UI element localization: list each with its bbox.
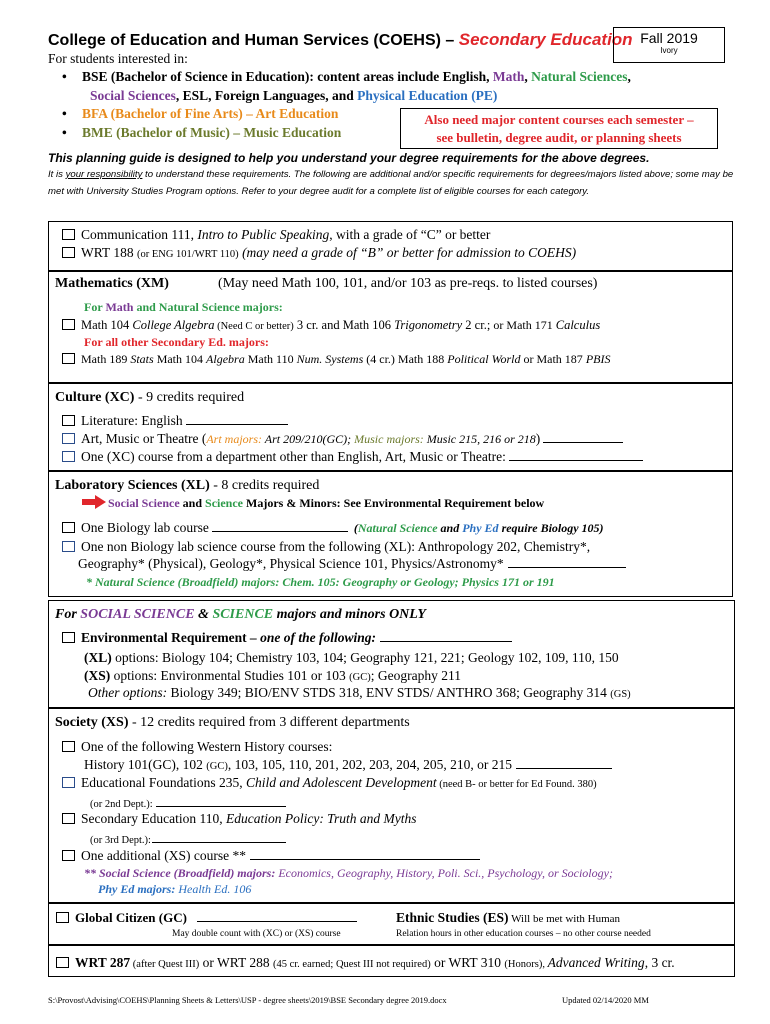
env-other-options: Other options: Biology 349; BIO/ENV STDS 318, ENV STDS/ ANTHRO 368; Geography 314 (GS): [88, 685, 631, 700]
math-title: Mathematics (XM): [55, 276, 169, 291]
additional-xs-blank[interactable]: [250, 849, 480, 860]
term-label: Fall 2019: [640, 30, 698, 46]
guide-headline: This planning guide is designed to help you understand your degree requirements for the above degrees.: [48, 151, 650, 165]
math-row-1: Math 104 College Algebra (Need C or better) 3 cr. and Math 106 Trigonometry 2 cr.; or Math 171 Calculus: [62, 318, 600, 333]
nonbio-lab-blank[interactable]: [508, 557, 626, 568]
society-2nd-dept: (or 2nd Dept.):: [90, 796, 286, 810]
other-xc-blank[interactable]: [509, 450, 643, 461]
math-other-majors: For all other Secondary Ed. majors:: [84, 335, 269, 349]
biology-lab-checkbox[interactable]: [62, 522, 75, 533]
bullet-bse-cont: Social Sciences, ESL, Foreign Languages, and Physical Education (PE): [90, 88, 498, 103]
additional-xs-checkbox[interactable]: [62, 850, 75, 861]
ethnic-studies-note: Relation hours in other education courses – no other course needed: [396, 929, 651, 939]
culture-art-row: Art, Music or Theatre (Art majors: Art 209/210(GC); Music majors: Music 215, 216 or 218): [62, 431, 623, 447]
comm-111-checkbox[interactable]: [62, 229, 75, 240]
society-socsci-note: ** Social Science (Broadfield) majors: Economics, Geography, History, Poli. Sci., Psychology, or Sociology;: [84, 866, 613, 880]
lab-title: Laboratory Sciences (XL) - 8 credits required: [55, 478, 320, 493]
second-dept-blank[interactable]: [156, 796, 286, 807]
global-citizen-row: Global Citizen (GC): [56, 910, 357, 926]
math-note: (May need Math 100, 101, and/or 103 as pre-reqs. to listed courses): [218, 276, 598, 291]
global-citizen-blank[interactable]: [197, 911, 357, 922]
footer-updated: Updated 02/14/2020 MM: [562, 995, 649, 1005]
env-requirement-blank[interactable]: [380, 631, 512, 642]
term-box: [613, 27, 725, 63]
wrt-advanced-checkbox[interactable]: [56, 957, 69, 968]
society-phyed-note: Phy Ed majors: Health Ed. 106: [98, 882, 252, 896]
page-title: College of Education and Human Services (COEHS) – Secondary Education: [48, 30, 633, 49]
lab-arrow-note: Social Science and Science Majors & Minors: See Environmental Requirement below: [82, 496, 544, 511]
math-row-2: Math 189 Stats Math 104 Algebra Math 110 Num. Systems (4 cr.) Math 188 Political World or Math 187 PBIS: [62, 352, 610, 367]
bullet-bse: • BSE (Bachelor of Science in Education): content areas include English, Math, Natural Sciences,: [62, 69, 631, 84]
art-music-blank[interactable]: [543, 432, 623, 443]
lab-biology-row: One Biology lab course (Natural Science and Phy Ed require Biology 105): [62, 520, 604, 536]
society-additional-row: One additional (XS) course **: [62, 848, 480, 864]
math-104-checkbox[interactable]: [62, 319, 75, 330]
global-citizen-checkbox[interactable]: [56, 912, 69, 923]
biology-lab-blank[interactable]: [212, 521, 348, 532]
ivory-label: Ivory: [660, 46, 678, 55]
ethnic-studies-row: Ethnic Studies (ES) Will be met with Human: [396, 910, 621, 925]
footer-path: S:\Provost\Advising\COEHS\Planning Sheets & Letters\USP - degree sheets\2019\BSE Secondary degree 2019.docx: [48, 995, 447, 1005]
history-blank[interactable]: [516, 758, 612, 769]
seced-checkbox[interactable]: [62, 813, 75, 824]
culture-title: Culture (XC) - 9 credits required: [55, 390, 245, 405]
lab-natsci-note: * Natural Science (Broadfield) majors: Chem. 105: Geography or Geology; Physics 171 or 191: [86, 575, 555, 589]
society-title: Society (XS) - 12 credits required from 3 different departments: [55, 715, 410, 730]
env-title: For SOCIAL SCIENCE & SCIENCE majors and minors ONLY: [55, 607, 426, 622]
bullet-bme: • BME (Bachelor of Music) – Music Education: [62, 125, 342, 140]
third-dept-blank[interactable]: [152, 832, 286, 843]
guide-note: It is your responsibility to understand these requirements. The following are additional and/or specific requirements for degrees/majors listed above; some may be met with University Studies Program options. Refer to your degree audit for a complete list of eligible courses for each category.: [48, 169, 734, 197]
society-seced-row: Secondary Education 110, Education Policy: Truth and Myths: [62, 811, 416, 827]
other-xc-checkbox[interactable]: [62, 451, 75, 462]
students-intro: For students interested in:: [48, 51, 188, 66]
math-other-checkbox[interactable]: [62, 353, 75, 364]
literature-checkbox[interactable]: [62, 415, 75, 426]
lab-nonbio-row: One non Biology lab science course from the following (XL): Anthropology 202, Chemistry*,: [62, 539, 590, 555]
lab-nonbio-cont: Geography* (Physical), Geology*, Physical Science 101, Physics/Astronomy*: [78, 556, 626, 572]
art-music-checkbox[interactable]: [62, 433, 75, 444]
bullet-bfa: • BFA (Bachelor of Fine Arts) – Art Education: [62, 106, 339, 121]
wrt-advanced-row: WRT 287 (after Quest III) or WRT 288 (45 cr. earned; Quest III not required) or WRT 310 (Honors), Advanced Writing, 3 cr.: [56, 955, 675, 971]
edfound-checkbox[interactable]: [62, 777, 75, 788]
global-citizen-note: May double count with (XC) or (XS) course: [172, 929, 341, 939]
wrt-188-row: WRT 188 (or ENG 101/WRT 110) (may need a grade of “B” or better for admission to COEHS): [62, 245, 576, 261]
society-history-row: One of the following Western History courses:: [62, 739, 332, 755]
env-requirement-row: Environmental Requirement – one of the following:: [62, 630, 512, 646]
nonbio-lab-checkbox[interactable]: [62, 541, 75, 552]
major-courses-notice: Also need major content courses each semester – see bulletin, degree audit, or planning sheets: [400, 108, 718, 149]
comm-111-row: Communication 111, Intro to Public Speaking, with a grade of “C” or better: [62, 227, 490, 243]
society-edfound-row: Educational Foundations 235, Child and Adolescent Development (need B- or better for Ed Found. 380): [62, 775, 597, 791]
env-requirement-checkbox[interactable]: [62, 632, 75, 643]
culture-other-row: One (XC) course from a department other than English, Art, Music or Theatre:: [62, 449, 643, 465]
env-xl-options: (XL) options: Biology 104; Chemistry 103, 104; Geography 121, 221; Geology 102, 109, 110, 150: [84, 650, 619, 665]
society-3rd-dept: (or 3rd Dept.):: [90, 832, 286, 846]
culture-literature-row: Literature: English: [62, 413, 288, 429]
wrt-188-checkbox[interactable]: [62, 247, 75, 258]
right-arrow-icon: [82, 496, 106, 508]
history-checkbox[interactable]: [62, 741, 75, 752]
literature-blank[interactable]: [186, 414, 288, 425]
society-history-list: History 101(GC), 102 (GC), 103, 105, 110, 201, 202, 203, 204, 205, 210, or 215: [84, 757, 612, 773]
env-xs-options: (XS) options: Environmental Studies 101 or 103 (GC); Geography 211: [84, 668, 461, 683]
math-for-majors: For Math and Natural Science majors:: [84, 300, 283, 314]
